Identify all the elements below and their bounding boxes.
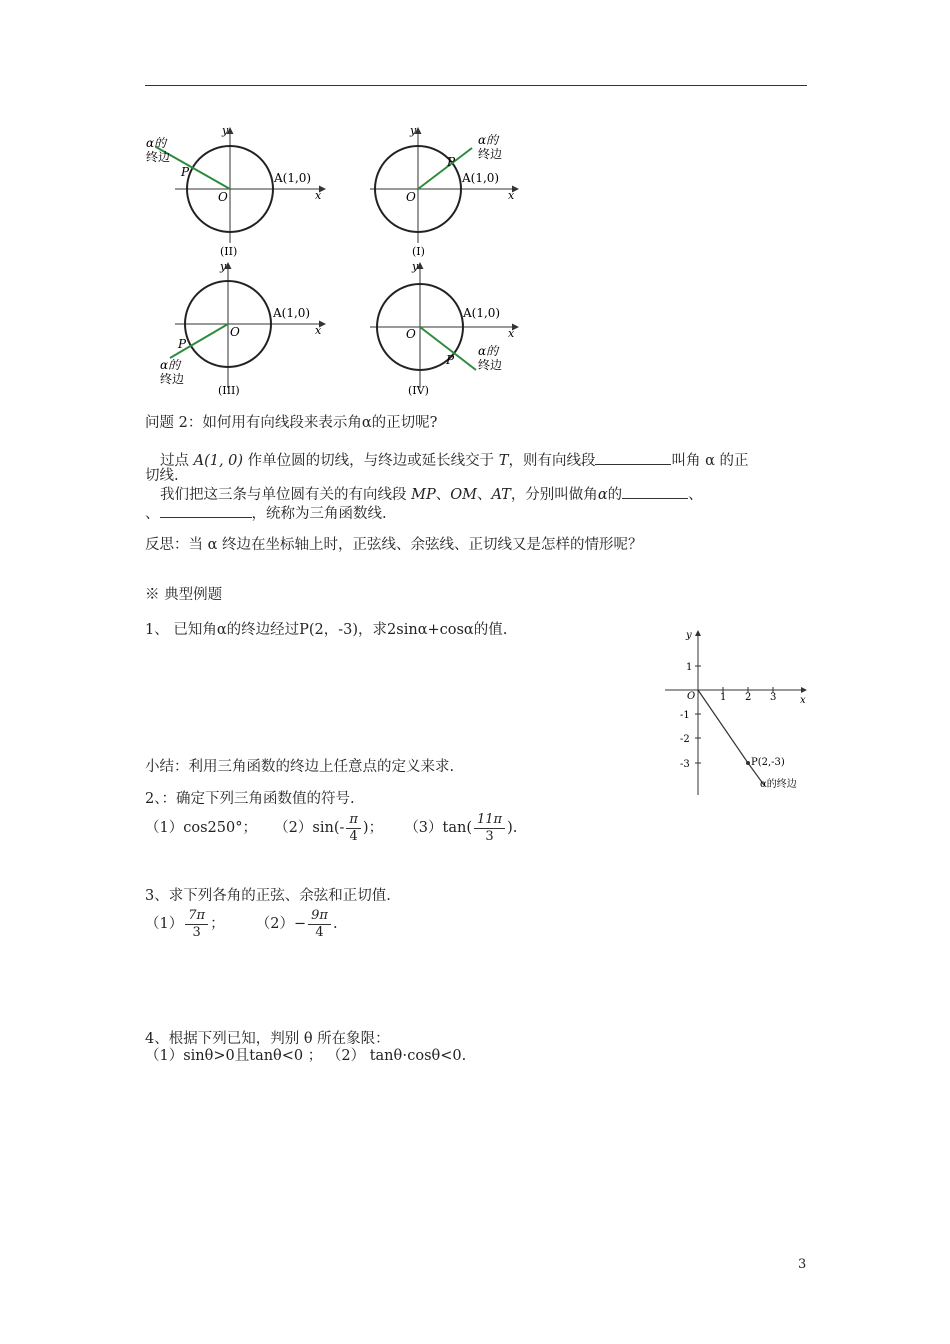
coord-y-label: y xyxy=(686,630,692,641)
point-p-label: P(2,-3) xyxy=(751,757,785,768)
figure-quadrant-i xyxy=(370,124,518,258)
p-label-ii: P xyxy=(181,165,190,179)
x-label-i: x xyxy=(508,189,515,202)
ex3-frac1-den: 3 xyxy=(185,924,208,941)
x-label-iii: x xyxy=(315,324,322,337)
q2-line3-a: 我们把这三条与单位圆有关的有向线段 xyxy=(160,487,412,503)
q2-sep-2: 、 xyxy=(476,487,492,503)
q2-line4-b: ，统称为三角函数线. xyxy=(251,506,387,522)
example-1: 1、 已知角α的终边经过P(2，-3)，求2sinα+cosα的值. xyxy=(145,622,508,638)
terminal-label-ii: 终边 xyxy=(146,150,171,164)
alpha-label-iii: α的 xyxy=(160,358,181,372)
q2-point-t: T xyxy=(498,453,509,469)
caption-i: (I) xyxy=(412,245,425,258)
y-label-i: y xyxy=(410,124,417,137)
y-tick-neg2: -2 xyxy=(680,734,690,745)
alpha-label-ii: α的 xyxy=(146,136,167,150)
q2-line1-a: 过点 xyxy=(160,453,194,469)
ex2-fraction-pi-4 xyxy=(346,812,361,845)
segment-mp: MP xyxy=(411,487,436,503)
x-tick-3: 3 xyxy=(770,692,777,703)
ex2-part-2-suffix: )； xyxy=(362,820,384,836)
x-tick-2: 2 xyxy=(745,692,752,703)
ex3-frac2-den: 4 xyxy=(308,924,331,941)
ex2-part-3-suffix: ). xyxy=(507,820,518,836)
ex2-fraction-11pi-3 xyxy=(474,812,505,845)
origin-label-i: O xyxy=(406,190,416,204)
figure-quadrant-iii xyxy=(160,260,325,397)
x-label-iv: x xyxy=(508,327,515,340)
terminal-label-iv: 终边 xyxy=(478,358,503,372)
question-2-line-1 xyxy=(160,450,748,470)
a-label-i: A(1,0) xyxy=(462,171,500,185)
q2-line1-b: 作单位圆的切线，与终边或延长线交于 xyxy=(243,453,499,469)
coord-origin-label: O xyxy=(687,691,696,702)
p-label-i: P xyxy=(447,155,456,169)
q2-point-a: A(1, 0) xyxy=(193,453,244,469)
alpha-label-i: α的 xyxy=(478,133,499,147)
figure-quadrant-iv xyxy=(370,260,518,397)
ex3-fraction-7pi-3 xyxy=(185,908,208,941)
terminal-label-i: 终边 xyxy=(478,147,503,161)
q2-sep-1: 、 xyxy=(435,487,451,503)
q2-line1-d: 叫角 α 的正 xyxy=(671,453,749,469)
ex3-fraction-9pi-4 xyxy=(308,908,331,941)
caption-iv: (IV) xyxy=(408,384,429,397)
q2-alpha: α xyxy=(597,487,608,503)
a-label-ii: A(1,0) xyxy=(274,171,312,185)
p-label-iii: P xyxy=(178,337,187,351)
sine-line-blank[interactable] xyxy=(622,484,688,499)
ex2-part-1: （1）cos250°； xyxy=(145,820,257,836)
origin-label-iv: O xyxy=(406,327,416,341)
ex2-part-3-prefix: （3）tan( xyxy=(404,820,473,836)
q2-line3-b: ，分别叫做角 xyxy=(510,487,598,503)
header-rule xyxy=(145,85,807,86)
segment-at: AT xyxy=(491,487,511,503)
p-label-iv: P xyxy=(446,353,455,367)
y-tick-neg1: -1 xyxy=(680,710,690,721)
x-tick-1: 1 xyxy=(720,692,727,703)
caption-ii: (II) xyxy=(220,245,238,258)
coordinate-figure xyxy=(660,625,820,800)
ex3-part-2-end: . xyxy=(332,916,338,932)
origin-label-iii: O xyxy=(230,325,240,339)
y-label-iv: y xyxy=(412,260,419,273)
ex2-frac3-den: 3 xyxy=(474,828,505,845)
y-tick-1: 1 xyxy=(686,662,693,673)
example-2-parts xyxy=(145,810,517,846)
a-label-iv: A(1,0) xyxy=(463,306,501,320)
coord-x-label: x xyxy=(800,695,806,706)
terminal-label-iii: 终边 xyxy=(160,372,185,386)
question-2-line-3 xyxy=(160,484,703,504)
ex3-frac1-num: 7π xyxy=(188,907,206,923)
cosine-line-blank[interactable] xyxy=(160,503,252,518)
q2-line4-a: 、 xyxy=(145,506,160,522)
a-label-iii: A(1,0) xyxy=(273,306,311,320)
y-label-ii: y xyxy=(222,124,229,137)
ex3-part-1-end: ； xyxy=(210,916,225,932)
ex3-part-2-prefix: （2）− xyxy=(255,916,307,932)
question-2-title: 问题 2：如何用有向线段来表示角α的正切呢? xyxy=(145,415,438,431)
examples-header: ※ 典型例题 xyxy=(145,587,223,603)
unit-circle-figures xyxy=(140,118,530,408)
q2-line1-c: ，则有向线段 xyxy=(508,453,596,469)
terminal-side-label: α的终边 xyxy=(760,779,797,790)
ex2-frac3-num: 11π xyxy=(477,811,503,827)
ex2-frac-num: π xyxy=(349,811,358,827)
segment-om: OM xyxy=(450,487,477,503)
page-number: 3 xyxy=(798,1257,807,1272)
summary: 小结：利用三角函数的终边上任意点的定义来求. xyxy=(145,759,455,775)
example-3-parts xyxy=(145,906,338,942)
figure-quadrant-ii xyxy=(146,124,325,258)
q2-line3-d: 、 xyxy=(688,487,703,503)
ex3-part-1-prefix: （1） xyxy=(145,916,184,932)
origin-label-ii: O xyxy=(218,190,228,204)
example-4-title: 4、根据下列已知，判别 θ 所在象限： xyxy=(145,1031,390,1047)
y-label-iii: y xyxy=(220,260,227,273)
ex3-frac2-num: 9π xyxy=(311,907,328,923)
alpha-label-iv: α的 xyxy=(478,344,499,358)
ex2-part-2-prefix: （2）sin(- xyxy=(274,820,345,836)
example-2-title: 2、：确定下列三角函数值的符号. xyxy=(145,791,355,807)
reflection: 反思：当 α 终边在坐标轴上时，正弦线、余弦线、正切线又是怎样的情形呢？ xyxy=(145,537,643,553)
x-label-ii: x xyxy=(315,189,322,202)
y-tick-neg3: -3 xyxy=(680,759,690,770)
caption-iii: (III) xyxy=(218,384,240,397)
example-3-title: 3、求下列各角的正弦、余弦和正切值. xyxy=(145,888,391,904)
tangent-line-blank[interactable] xyxy=(595,450,671,465)
ex2-frac-den: 4 xyxy=(346,828,361,845)
example-4-line: （1）sinθ>0且tanθ<0 ； （2） tanθ⋅cosθ<0. xyxy=(145,1048,467,1064)
q2-line3-c: 的 xyxy=(607,487,623,503)
question-2-line-4 xyxy=(145,503,387,523)
question-2-line-2: 切线. xyxy=(145,468,179,484)
